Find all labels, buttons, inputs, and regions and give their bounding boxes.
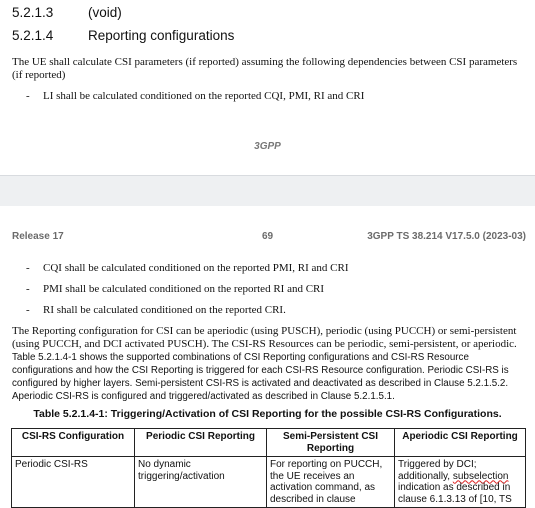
intro-paragraph: The UE shall calculate CSI parameters (if reported) assuming the following dependencies between CSI parameters (if reported)	[12, 56, 518, 81]
cell-csi-rs-type: Periodic CSI-RS	[12, 457, 135, 508]
column-header-semi-persistent: Semi-Persistent CSI Reporting	[267, 429, 395, 457]
header-release: Release 17	[12, 231, 64, 242]
section-number: 5.2.1.3	[12, 5, 54, 20]
table-caption: Table 5.2.1.4-1: Triggering/Activation of CSI Reporting for the possible CSI-RS Configurations.	[33, 408, 502, 420]
bullet-dash: -	[26, 304, 30, 316]
bullet-pmi	[26, 283, 324, 296]
bullet-dash: -	[26, 90, 30, 102]
bullet-dash: -	[26, 283, 30, 295]
bullet-dash: -	[26, 262, 30, 274]
bullet-text: LI shall be calculated conditioned on the reported CQI, PMI, RI and CRI	[43, 90, 365, 102]
bullet-text: RI shall be calculated conditioned on the reported CRI.	[43, 304, 286, 316]
page-footer-3gpp: 3GPP	[254, 141, 281, 152]
bullet-ri	[26, 304, 286, 317]
cell-text-part: Triggered by DCI; additionally,	[398, 459, 477, 482]
spellcheck-word: subselection	[452, 470, 509, 482]
section-title: (void)	[88, 5, 122, 20]
header-spec-id: 3GPP TS 38.214 V17.5.0 (2023-03)	[367, 231, 526, 242]
section-title: Reporting configurations	[88, 28, 235, 43]
bullet-cqi	[26, 262, 348, 275]
cell-text-part: indication as described in clause 6.1.3.13 of [10, TS	[398, 482, 512, 505]
column-header-csi-rs-configuration: CSI-RS Configuration	[12, 429, 135, 457]
section-heading-5-2-1-3	[12, 5, 122, 20]
reporting-paragraph-serif: The Reporting configuration for CSI can be aperiodic (using PUSCH), periodic (using PUCCH) or semi-persistent (using PUCCH, and DCI activated PUSCH). The CSI-RS Resources can be periodic, semi-persistent, or aperiodic.	[12, 325, 517, 350]
bullet-text: CQI shall be calculated conditioned on the reported PMI, RI and CRI	[43, 262, 349, 274]
reporting-paragraph-sans: Table 5.2.1.4-1 shows the supported combinations of CSI Reporting configurations and CSI-RS Resource configurations and how the CSI Reporting is triggered for each CSI-RS Resource configuration. Periodic CSI-RS is configured by higher layers. Semi-persistent CSI-RS is activated and deactivated as described in Clause 5.2.1.5.2. Aperiodic CSI-RS is configured and triggered/activated as described in Clause 5.2.1.5.1.	[12, 352, 509, 402]
document-page-upper	[0, 0, 535, 175]
table-header-row	[12, 429, 526, 457]
csi-reporting-table	[11, 428, 526, 508]
header-page-number: 69	[262, 231, 274, 242]
bullet-li	[26, 90, 364, 103]
bullet-text: PMI shall be calculated conditioned on the reported RI and CRI	[43, 283, 325, 295]
column-header-periodic: Periodic CSI Reporting	[135, 429, 267, 457]
cell-periodic: No dynamic triggering/activation	[135, 457, 267, 508]
page-separator	[0, 175, 535, 207]
document-page-lower	[0, 206, 535, 505]
section-number: 5.2.1.4	[12, 28, 54, 43]
section-heading-5-2-1-4	[12, 28, 234, 43]
column-header-aperiodic: Aperiodic CSI Reporting	[395, 429, 526, 457]
cell-semi-persistent: For reporting on PUCCH, the UE receives an activation command, as described in clause	[267, 457, 395, 508]
